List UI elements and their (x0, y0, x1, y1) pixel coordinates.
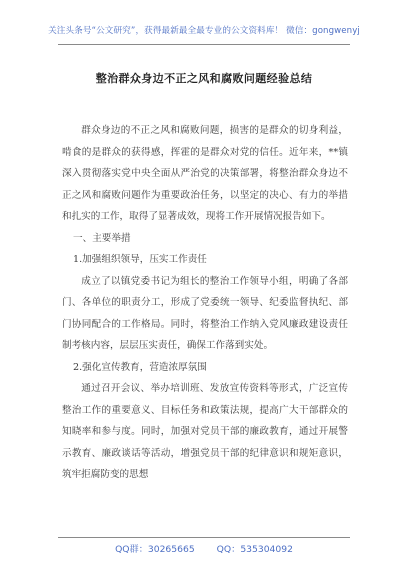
footer-divider (58, 537, 350, 538)
footer-qq-group: QQ群：30265665 (115, 544, 195, 555)
body-paragraph: 成立了以镇党委书记为组长的整治工作领导小组，明确了各部门、各单位的职责分工，形成了党委统一领导、纪委监督执纪、部门协同配合的工作格局。同时，将整治工作纳入党风廉政建设责任制考核内容，层层压实责任，确保工作落到实处。 (62, 275, 348, 351)
footer-qq-number: QQ：535304092 (216, 544, 293, 555)
intro-paragraph: 群众身边的不正之风和腐败问题，损害的是群众的切身利益，啃食的是群众的获得感，挥霍的是群众对党的信任。近年来，**镇深入贯彻落实党中央全面从严治党的决策部署，将整治群众身边不正之风和腐败问题作为重要政治任务，以坚定的决心、有力的举措和扎实的工作，取得了显著成效，现将工作开展情况报告如下。 (62, 125, 348, 222)
document-title: 整治群众身边不正之风和腐败问题经验总结 (95, 72, 313, 85)
subsection-heading: 2.强化宣传教育，营造浓厚氛围 (73, 361, 207, 373)
header-divider (58, 44, 350, 45)
document-body (62, 120, 348, 486)
subsection-heading: 1.加强组织领导，压实工作责任 (73, 254, 207, 265)
section-heading: 一、主要举措 (73, 232, 131, 244)
page-header-banner: 关注头条号“公文研究”，获得最新最全最专业的公文资料库！ 微信：gongwenyj (48, 26, 360, 36)
body-paragraph: 通过召开会议、举办培训班、发放宣传资料等形式，广泛宣传整治工作的重要意义、目标任务和政策法规，提高广大干部群众的知晓率和参与度。同时，加强对党员干部的廉政教育，通过开展警示教育、廉政谈话等活动，增强党员干部的纪律意识和规矩意识，筑牢拒腐防变的思想 (62, 383, 348, 480)
page-footer (0, 541, 408, 555)
